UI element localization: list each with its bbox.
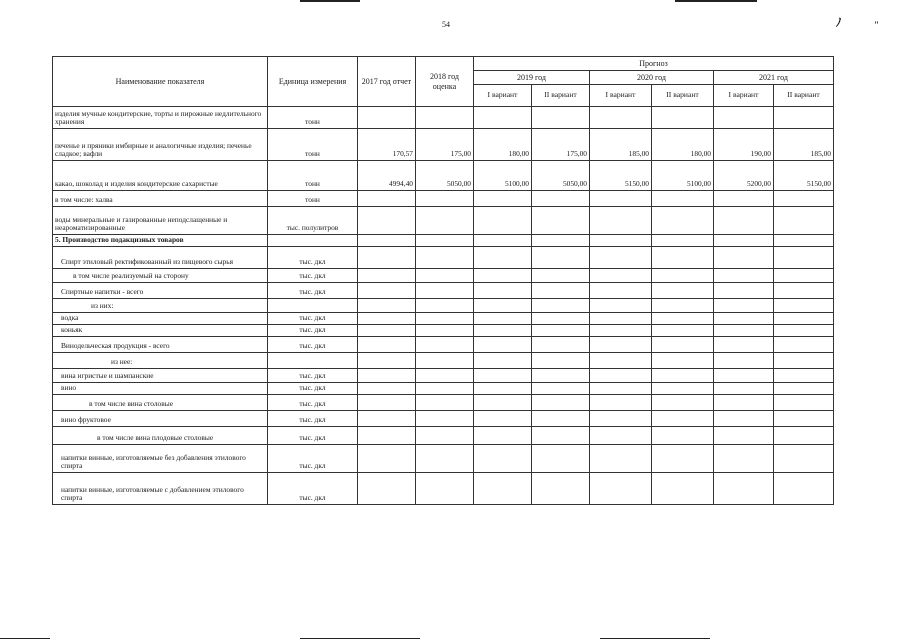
row-value: [652, 283, 714, 299]
row-value: [358, 269, 416, 283]
row-value: [358, 411, 416, 427]
header-variant: II вариант: [774, 85, 834, 107]
row-value: [532, 411, 590, 427]
table-row: [53, 427, 834, 445]
row-value: [590, 353, 652, 369]
row-value: 185,00: [774, 129, 834, 161]
row-unit: тонн: [268, 191, 358, 207]
header-variant: I вариант: [474, 85, 532, 107]
row-value: [532, 283, 590, 299]
table-row: [53, 129, 834, 161]
row-value: [714, 207, 774, 235]
row-value: [416, 411, 474, 427]
table-row: [53, 473, 834, 505]
row-value: [590, 191, 652, 207]
row-value: [590, 283, 652, 299]
row-value: 5100,00: [652, 161, 714, 191]
table-row: [53, 369, 834, 383]
row-value: [652, 473, 714, 505]
row-value: [652, 369, 714, 383]
row-value: [652, 247, 714, 269]
row-value: [474, 445, 532, 473]
row-unit: тыс. дкл: [268, 337, 358, 353]
row-unit: тыс. дкл: [268, 395, 358, 411]
row-value: [416, 369, 474, 383]
row-unit: тыс. полулитров: [268, 207, 358, 235]
row-value: [532, 427, 590, 445]
table-row: [53, 411, 834, 427]
table-row: [53, 191, 834, 207]
row-value: [590, 395, 652, 411]
row-value: 180,00: [652, 129, 714, 161]
row-value: [714, 445, 774, 473]
row-value: [714, 235, 774, 247]
corner-mark-1: ﾉ: [836, 17, 842, 29]
row-value: [590, 207, 652, 235]
row-value: [714, 427, 774, 445]
row-value: [358, 299, 416, 313]
row-value: [532, 337, 590, 353]
row-value: [774, 107, 834, 129]
row-value: [652, 235, 714, 247]
row-value: [652, 191, 714, 207]
row-value: [774, 427, 834, 445]
row-value: [590, 473, 652, 505]
row-unit: тыс. дкл: [268, 473, 358, 505]
row-value: [474, 235, 532, 247]
row-name: вино: [53, 383, 268, 395]
row-value: [358, 445, 416, 473]
row-value: [416, 337, 474, 353]
row-unit: тонн: [268, 129, 358, 161]
row-unit: тыс. дкл: [268, 247, 358, 269]
header-variant: II вариант: [652, 85, 714, 107]
table-row: [53, 269, 834, 283]
row-unit: тыс. дкл: [268, 283, 358, 299]
row-value: 190,00: [714, 129, 774, 161]
header-variant: I вариант: [714, 85, 774, 107]
page-number: 54: [442, 20, 450, 29]
row-value: [590, 313, 652, 325]
row-value: [474, 313, 532, 325]
row-value: [590, 299, 652, 313]
scan-edge-bottom-left: [0, 638, 50, 639]
row-name: 5. Производство подакцизных товаров: [53, 235, 268, 247]
row-unit: тыс. дкл: [268, 383, 358, 395]
row-name: воды минеральные и газированные неподслащенные и неароматизированные: [53, 207, 268, 235]
row-value: [416, 383, 474, 395]
row-value: [416, 283, 474, 299]
row-value: [652, 107, 714, 129]
row-name: коньяк: [53, 325, 268, 337]
row-value: [358, 283, 416, 299]
row-value: [774, 299, 834, 313]
row-value: [416, 107, 474, 129]
row-name: Винодельческая продукция - всего: [53, 337, 268, 353]
row-value: [652, 445, 714, 473]
row-value: [652, 353, 714, 369]
row-value: [358, 473, 416, 505]
row-value: [474, 369, 532, 383]
row-value: [774, 325, 834, 337]
row-value: [774, 445, 834, 473]
row-value: [714, 369, 774, 383]
row-name: Спиртные напитки - всего: [53, 283, 268, 299]
row-value: 5150,00: [774, 161, 834, 191]
row-value: [590, 325, 652, 337]
row-value: [474, 395, 532, 411]
row-value: [358, 313, 416, 325]
row-value: 5050,00: [416, 161, 474, 191]
row-value: [714, 325, 774, 337]
row-value: [590, 427, 652, 445]
row-value: [532, 353, 590, 369]
row-value: 175,00: [532, 129, 590, 161]
row-value: [714, 191, 774, 207]
row-value: [714, 107, 774, 129]
row-name: напитки винные, изготовляемые с добавлением этилового спирта: [53, 473, 268, 505]
table-row: [53, 299, 834, 313]
row-unit: тыс. дкл: [268, 313, 358, 325]
table-row: [53, 283, 834, 299]
row-value: [474, 353, 532, 369]
row-value: [714, 395, 774, 411]
row-value: [474, 325, 532, 337]
row-value: [358, 207, 416, 235]
row-unit: тыс. дкл: [268, 411, 358, 427]
row-value: [774, 353, 834, 369]
row-value: [774, 235, 834, 247]
row-value: [358, 235, 416, 247]
row-unit: тыс. дкл: [268, 325, 358, 337]
row-value: [474, 247, 532, 269]
row-value: [416, 325, 474, 337]
row-name: вина игристые и шампанские: [53, 369, 268, 383]
row-value: [774, 313, 834, 325]
row-value: 5100,00: [474, 161, 532, 191]
row-name: в том числе реализуемый на сторону: [53, 269, 268, 283]
row-value: [358, 337, 416, 353]
scan-edge-top-right: [675, 0, 757, 2]
row-value: [474, 383, 532, 395]
row-name: в том числе вина плодовые столовые: [53, 427, 268, 445]
row-name: какао, шоколад и изделия кондитерские сахаристые: [53, 161, 268, 191]
row-value: 175,00: [416, 129, 474, 161]
row-value: [774, 207, 834, 235]
table-row: [53, 395, 834, 411]
row-value: [358, 427, 416, 445]
row-value: [532, 207, 590, 235]
row-value: [590, 247, 652, 269]
row-value: [358, 395, 416, 411]
row-unit: тыс. дкл: [268, 269, 358, 283]
scan-edge-bottom-right: [600, 638, 710, 639]
row-unit: тонн: [268, 107, 358, 129]
row-value: 185,00: [590, 129, 652, 161]
header-year-2021: 2021 год: [714, 71, 834, 85]
row-name: в том числе: халва: [53, 191, 268, 207]
corner-mark-2: ": [874, 20, 879, 30]
row-value: [416, 207, 474, 235]
header-2018: 2018 год оценка: [416, 57, 474, 107]
row-value: [358, 247, 416, 269]
row-value: 5150,00: [590, 161, 652, 191]
row-value: [532, 473, 590, 505]
row-value: [358, 353, 416, 369]
row-value: [532, 383, 590, 395]
row-value: [416, 191, 474, 207]
row-value: [774, 247, 834, 269]
row-value: [532, 325, 590, 337]
header-variant: I вариант: [590, 85, 652, 107]
header-name: Наименование показателя: [53, 57, 268, 107]
row-value: [474, 191, 532, 207]
row-value: 5050,00: [532, 161, 590, 191]
row-value: [590, 107, 652, 129]
row-value: [532, 445, 590, 473]
row-value: [652, 395, 714, 411]
row-value: [714, 247, 774, 269]
row-value: 180,00: [474, 129, 532, 161]
row-value: [416, 313, 474, 325]
row-name: из них:: [53, 299, 268, 313]
header-variant: II вариант: [532, 85, 590, 107]
row-value: 5200,00: [714, 161, 774, 191]
row-value: [774, 383, 834, 395]
row-value: [416, 235, 474, 247]
row-value: [474, 207, 532, 235]
row-unit: [268, 235, 358, 247]
row-name: водка: [53, 313, 268, 325]
row-value: [532, 395, 590, 411]
table-row: [53, 383, 834, 395]
row-value: [714, 337, 774, 353]
row-value: [714, 313, 774, 325]
row-value: [532, 235, 590, 247]
header-2017: 2017 год отчет: [358, 57, 416, 107]
table-row: [53, 313, 834, 325]
row-value: [590, 411, 652, 427]
row-value: [774, 411, 834, 427]
row-value: [416, 353, 474, 369]
row-value: [652, 299, 714, 313]
table-row: [53, 445, 834, 473]
row-value: [416, 269, 474, 283]
row-name: печенье и пряники имбирные и аналогичные изделия; печенье сладкое; вафли: [53, 129, 268, 161]
row-value: 4994,40: [358, 161, 416, 191]
row-value: [474, 473, 532, 505]
row-value: [474, 337, 532, 353]
row-unit: [268, 353, 358, 369]
table-body: [53, 107, 834, 505]
row-value: [590, 269, 652, 283]
table-row: [53, 107, 834, 129]
row-value: [532, 313, 590, 325]
row-value: [652, 207, 714, 235]
row-unit: тыс. дкл: [268, 445, 358, 473]
row-unit: тыс. дкл: [268, 369, 358, 383]
table-row: [53, 353, 834, 369]
row-value: [358, 369, 416, 383]
row-value: [474, 283, 532, 299]
row-unit: [268, 299, 358, 313]
row-value: [474, 427, 532, 445]
table-row: [53, 235, 834, 247]
row-value: [474, 299, 532, 313]
row-value: [652, 337, 714, 353]
row-value: [416, 445, 474, 473]
scan-edge-top-left: [300, 0, 360, 2]
row-value: [590, 369, 652, 383]
row-unit: тонн: [268, 161, 358, 191]
row-value: [714, 473, 774, 505]
table-row: [53, 337, 834, 353]
row-value: [532, 269, 590, 283]
row-value: [652, 325, 714, 337]
row-value: [774, 395, 834, 411]
row-value: [652, 313, 714, 325]
header-forecast: Прогноз: [474, 57, 834, 71]
row-value: [416, 299, 474, 313]
row-value: [416, 395, 474, 411]
row-name: напитки винные, изготовляемые без добавления этилового спирта: [53, 445, 268, 473]
forecast-table: [52, 56, 834, 505]
row-value: [714, 299, 774, 313]
row-value: [416, 247, 474, 269]
row-value: [652, 269, 714, 283]
row-value: [474, 107, 532, 129]
row-value: [590, 337, 652, 353]
row-value: [532, 191, 590, 207]
row-value: [714, 411, 774, 427]
row-value: [358, 107, 416, 129]
table-row: [53, 161, 834, 191]
row-name: Спирт этиловый ректификованный из пищевого сырья: [53, 247, 268, 269]
row-value: [774, 369, 834, 383]
row-value: 170,57: [358, 129, 416, 161]
row-value: [714, 383, 774, 395]
row-unit: тыс. дкл: [268, 427, 358, 445]
row-value: [532, 369, 590, 383]
row-value: [774, 283, 834, 299]
row-value: [774, 191, 834, 207]
row-value: [590, 235, 652, 247]
header-year-2019: 2019 год: [474, 71, 590, 85]
row-name: в том числе вина столовые: [53, 395, 268, 411]
row-value: [358, 191, 416, 207]
header-unit: Единица измерения: [268, 57, 358, 107]
row-value: [652, 383, 714, 395]
row-value: [474, 269, 532, 283]
row-value: [532, 299, 590, 313]
row-name: из нее:: [53, 353, 268, 369]
table-row: [53, 325, 834, 337]
row-value: [652, 427, 714, 445]
row-value: [590, 383, 652, 395]
row-value: [416, 473, 474, 505]
row-value: [532, 247, 590, 269]
row-value: [416, 427, 474, 445]
row-value: [774, 269, 834, 283]
row-value: [358, 383, 416, 395]
row-value: [474, 411, 532, 427]
table-row: [53, 207, 834, 235]
row-name: вино фруктовое: [53, 411, 268, 427]
scan-edge-bottom-mid: [300, 638, 420, 639]
row-value: [774, 473, 834, 505]
row-value: [590, 445, 652, 473]
row-value: [532, 107, 590, 129]
row-value: [774, 337, 834, 353]
row-value: [714, 353, 774, 369]
row-value: [358, 325, 416, 337]
row-value: [714, 283, 774, 299]
header-year-2020: 2020 год: [590, 71, 714, 85]
row-value: [714, 269, 774, 283]
row-value: [652, 411, 714, 427]
table-row: [53, 247, 834, 269]
row-name: изделия мучные кондитерские, торты и пирожные недлительного хранения: [53, 107, 268, 129]
